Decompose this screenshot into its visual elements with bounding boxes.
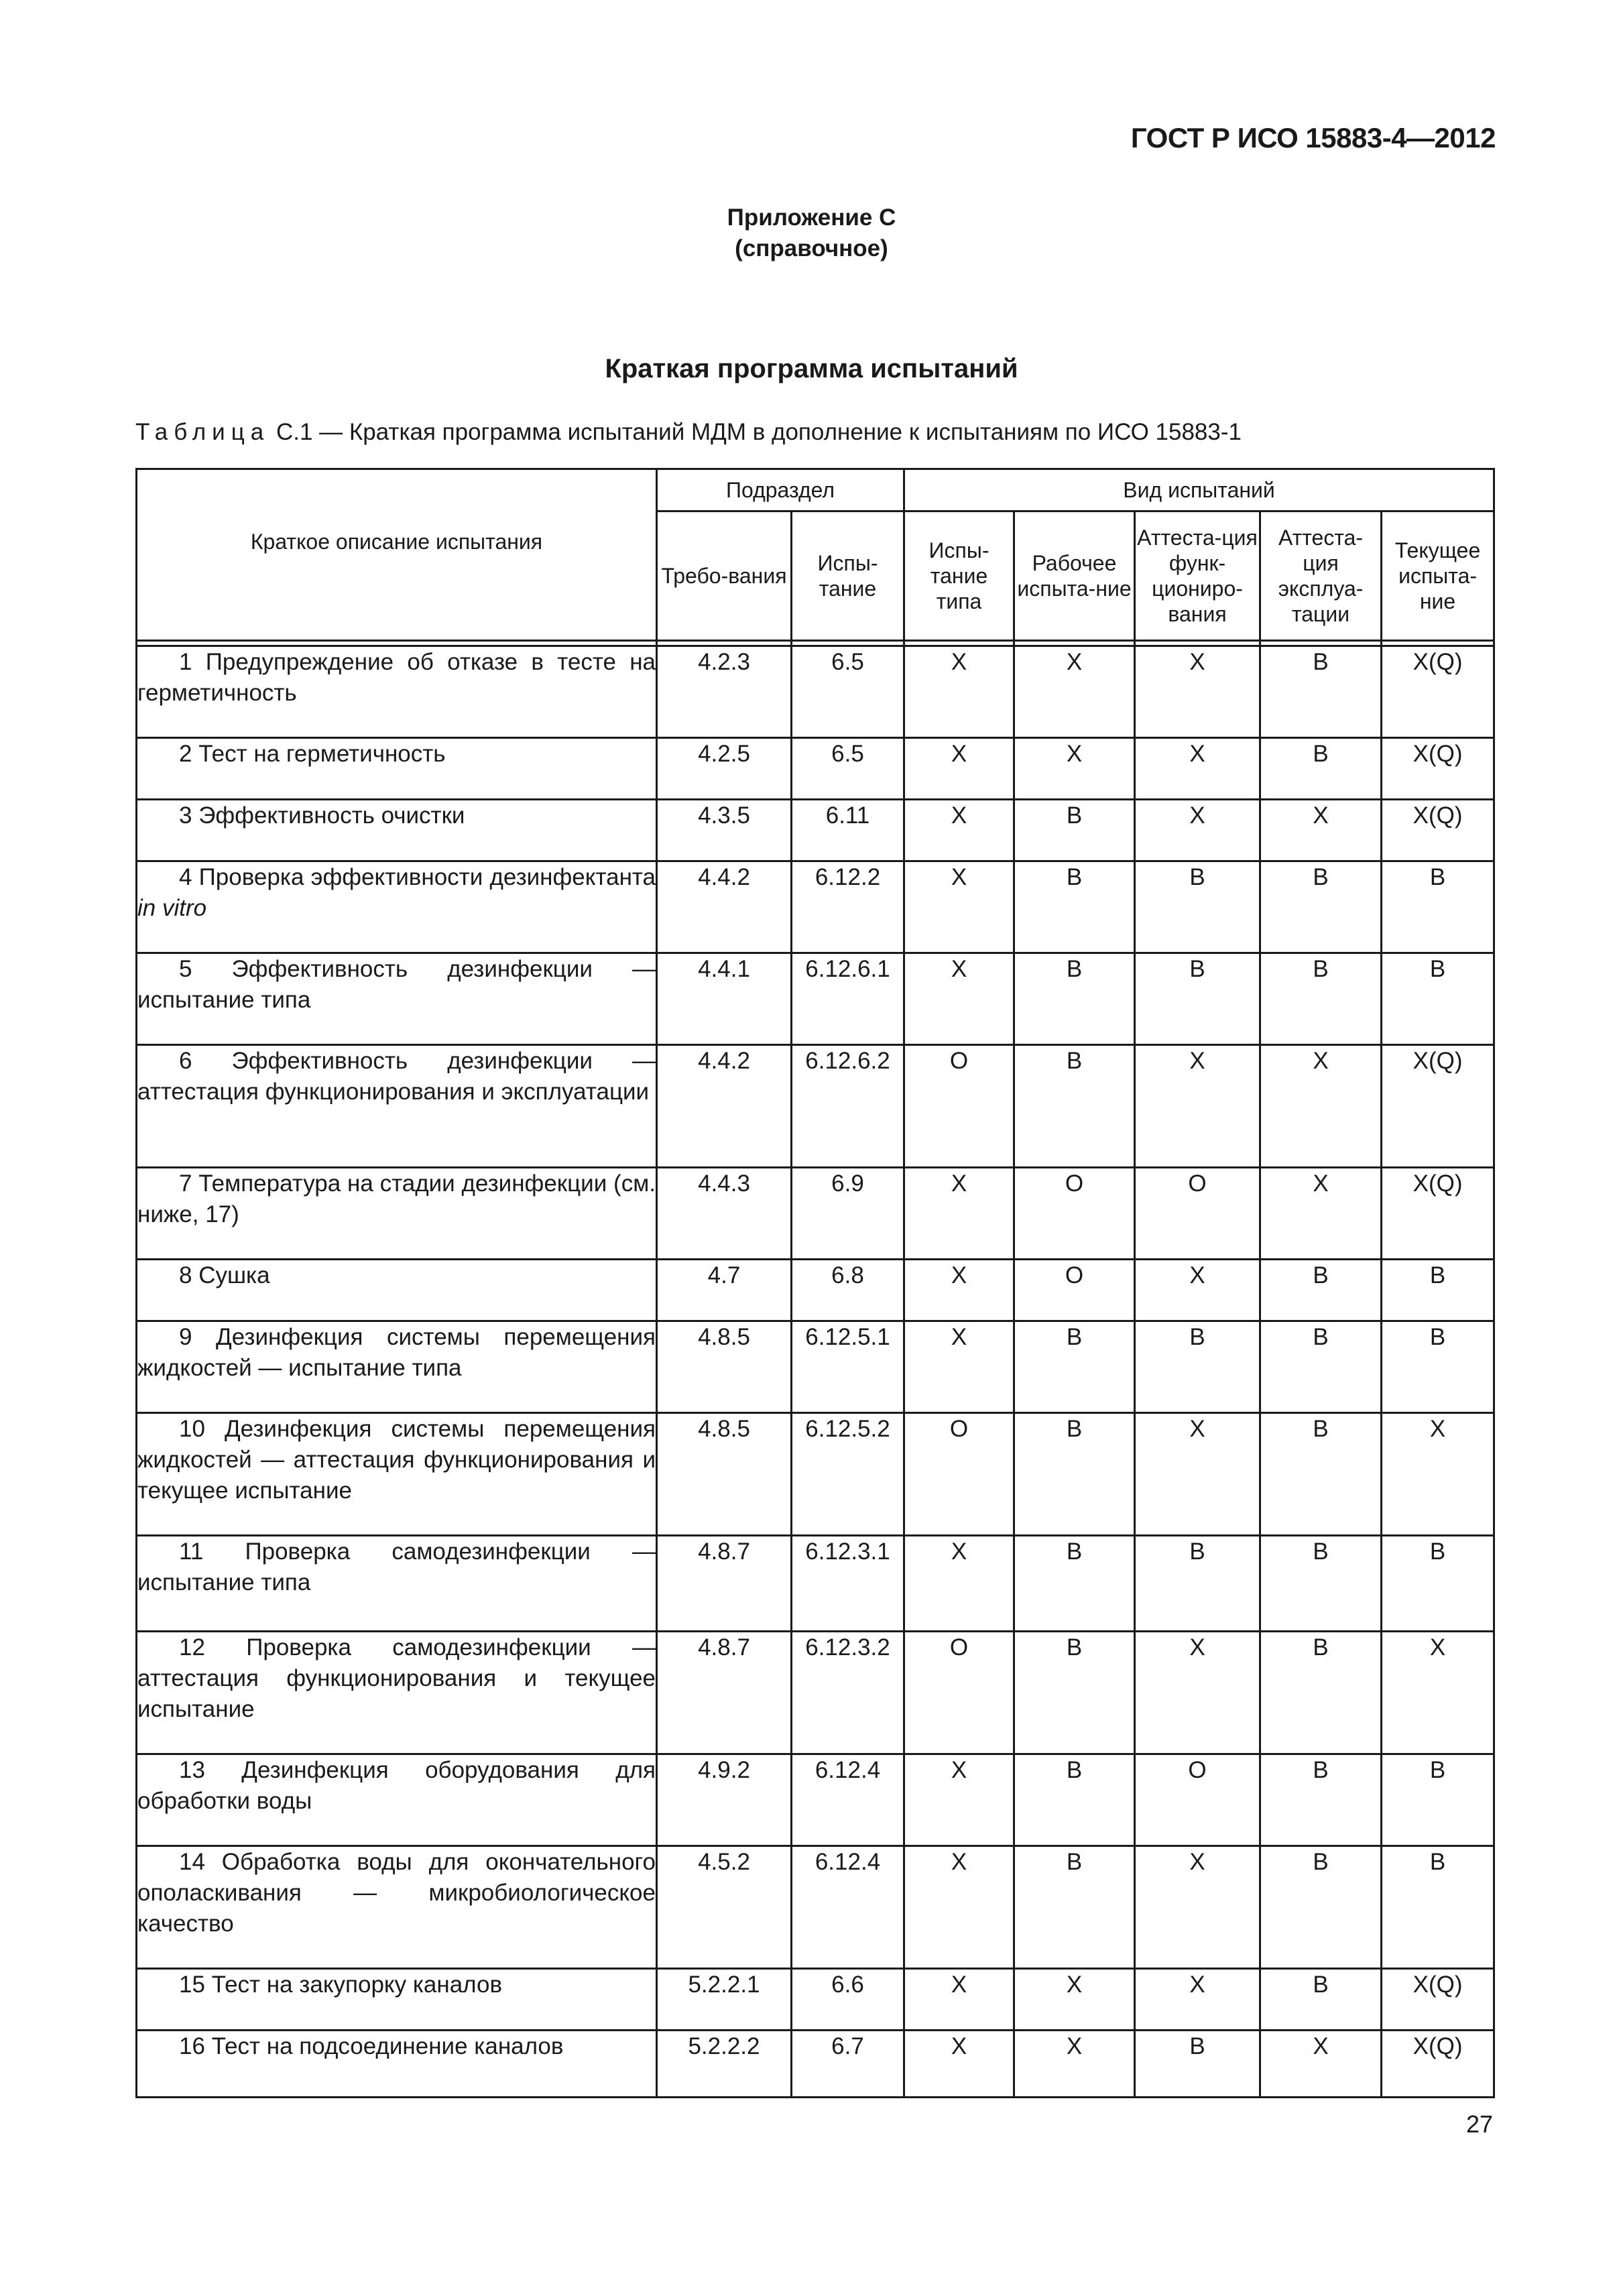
row-working-test: O (1014, 1260, 1135, 1321)
table-row (137, 1754, 1494, 1846)
row-requirements: 4.8.5 (657, 1413, 792, 1536)
row-description (137, 1321, 657, 1413)
table-caption-text: С.1 — Краткая программа испытаний МДМ в дополнение к испытаниям по ИСО 15883-1 (269, 419, 1242, 445)
row-description-text: 1 Предупреждение об отказе в тесте на герметичность (137, 649, 656, 706)
row-performance-qualification: B (1260, 1260, 1382, 1321)
row-performance-qualification: B (1260, 861, 1382, 953)
row-requirements: 5.2.2.1 (657, 1969, 792, 2031)
row-description-text: 3 Эффективность очистки (179, 802, 465, 829)
row-performance-qualification: B (1260, 1536, 1382, 1632)
row-requirements: 4.4.2 (657, 1045, 792, 1168)
row-description-text: 7 Температура на стадии дезинфекции (см. ниже, 17) (137, 1170, 656, 1227)
row-working-test: B (1014, 1846, 1135, 1969)
header-operational-qualification: Аттеста-ция функ-циониро-вания (1135, 511, 1260, 641)
table-row (137, 953, 1494, 1045)
header-separator (137, 641, 1494, 646)
row-working-test: B (1014, 800, 1135, 861)
row-requirements: 4.4.3 (657, 1168, 792, 1260)
row-type-test: X (904, 1536, 1014, 1632)
row-operational-qualification: X (1135, 646, 1260, 738)
table-row (137, 646, 1494, 738)
row-description (137, 1536, 657, 1632)
row-routine-test: X(Q) (1382, 1969, 1494, 2031)
row-type-test: X (904, 800, 1014, 861)
table-row (137, 800, 1494, 861)
row-description (137, 1045, 657, 1168)
row-description (137, 861, 657, 953)
row-description-text: 4 Проверка эффективности дезинфектанта in vitro (137, 864, 656, 921)
row-description-text: 9 Дезинфекция системы перемещения жидкостей — испытание типа (137, 1324, 656, 1381)
row-type-test: X (904, 1168, 1014, 1260)
row-requirements: 5.2.2.2 (657, 2031, 792, 2098)
row-test: 6.12.2 (792, 861, 904, 953)
table-row (137, 1168, 1494, 1260)
row-requirements: 4.2.3 (657, 646, 792, 738)
row-description-text: 2 Тест на герметичность (179, 741, 446, 767)
test-program-table (135, 468, 1495, 2098)
row-performance-qualification: B (1260, 953, 1382, 1045)
row-description-text: 12 Проверка самодезинфекции — аттестация функционирования и текущее испытание (137, 1634, 656, 1722)
row-operational-qualification: B (1135, 953, 1260, 1045)
row-test: 6.6 (792, 1969, 904, 2031)
row-description-text: 5 Эффективность дезинфекции — испытание типа (137, 956, 656, 1013)
row-performance-qualification: B (1260, 1846, 1382, 1969)
row-type-test: X (904, 646, 1014, 738)
row-working-test: B (1014, 1754, 1135, 1846)
header-requirements: Требо-вания (657, 511, 792, 641)
row-test: 6.12.6.1 (792, 953, 904, 1045)
header-test: Испы-тание (792, 511, 904, 641)
row-type-test: X (904, 861, 1014, 953)
appendix-heading (0, 202, 1623, 264)
row-operational-qualification: X (1135, 1045, 1260, 1168)
row-performance-qualification: B (1260, 1413, 1382, 1536)
row-type-test: X (904, 1846, 1014, 1969)
row-test: 6.8 (792, 1260, 904, 1321)
row-test: 6.11 (792, 800, 904, 861)
header-working-test: Рабочее испыта-ние (1014, 511, 1135, 641)
table-row (137, 1969, 1494, 2031)
row-performance-qualification: B (1260, 1754, 1382, 1846)
row-performance-qualification: B (1260, 1632, 1382, 1754)
row-test: 6.5 (792, 646, 904, 738)
row-test: 6.7 (792, 2031, 904, 2098)
row-operational-qualification: B (1135, 1536, 1260, 1632)
row-type-test: X (904, 1969, 1014, 2031)
row-working-test: X (1014, 738, 1135, 800)
row-operational-qualification: B (1135, 861, 1260, 953)
row-operational-qualification: O (1135, 1754, 1260, 1846)
row-routine-test: X(Q) (1382, 800, 1494, 861)
row-test: 6.12.4 (792, 1846, 904, 1969)
row-performance-qualification: X (1260, 800, 1382, 861)
row-routine-test: B (1382, 953, 1494, 1045)
row-working-test: B (1014, 953, 1135, 1045)
table-row (137, 1536, 1494, 1632)
row-description (137, 800, 657, 861)
row-test: 6.12.4 (792, 1754, 904, 1846)
row-requirements: 4.7 (657, 1260, 792, 1321)
table-row (137, 1632, 1494, 1754)
row-description (137, 953, 657, 1045)
row-description (137, 1168, 657, 1260)
row-routine-test: X(Q) (1382, 646, 1494, 738)
row-requirements: 4.8.7 (657, 1632, 792, 1754)
row-routine-test: B (1382, 1754, 1494, 1846)
row-type-test: X (904, 2031, 1014, 2098)
row-operational-qualification: X (1135, 1969, 1260, 2031)
row-operational-qualification: X (1135, 1846, 1260, 1969)
table-caption (135, 419, 1242, 446)
row-type-test: O (904, 1045, 1014, 1168)
row-routine-test: B (1382, 1536, 1494, 1632)
header-subsection: Подраздел (657, 469, 904, 511)
row-type-test: X (904, 738, 1014, 800)
row-requirements: 4.4.2 (657, 861, 792, 953)
row-working-test: B (1014, 861, 1135, 953)
row-operational-qualification: X (1135, 738, 1260, 800)
row-working-test: X (1014, 646, 1135, 738)
row-description (137, 1260, 657, 1321)
row-description (137, 1846, 657, 1969)
row-routine-test: X (1382, 1632, 1494, 1754)
row-performance-qualification: X (1260, 2031, 1382, 2098)
row-requirements: 4.2.5 (657, 738, 792, 800)
row-requirements: 4.5.2 (657, 1846, 792, 1969)
section-title: Краткая программа испытаний (605, 354, 1018, 383)
row-routine-test: X(Q) (1382, 1168, 1494, 1260)
header-test-type: Вид испытаний (904, 469, 1494, 511)
row-description-text: 6 Эффективность дезинфекции — аттестация функционирования и эксплуатации (137, 1048, 656, 1105)
row-description (137, 1969, 657, 2031)
row-operational-qualification: X (1135, 1413, 1260, 1536)
table-row (137, 1413, 1494, 1536)
table-row (137, 1846, 1494, 1969)
row-requirements: 4.8.5 (657, 1321, 792, 1413)
table-row (137, 2031, 1494, 2098)
header-type-test: Испы-тание типа (904, 511, 1014, 641)
row-type-test: O (904, 1413, 1014, 1536)
row-test: 6.9 (792, 1168, 904, 1260)
header-description: Краткое описание испытания (137, 469, 657, 641)
row-performance-qualification: B (1260, 1969, 1382, 2031)
row-requirements: 4.3.5 (657, 800, 792, 861)
row-description (137, 1413, 657, 1536)
row-operational-qualification: X (1135, 1632, 1260, 1754)
row-working-test: B (1014, 1045, 1135, 1168)
row-description-text: 11 Проверка самодезинфекции — испытание типа (137, 1538, 656, 1595)
row-description-text: 13 Дезинфекция оборудования для обработки воды (137, 1757, 656, 1814)
row-test: 6.12.3.1 (792, 1536, 904, 1632)
row-working-test: X (1014, 2031, 1135, 2098)
row-routine-test: X(Q) (1382, 1045, 1494, 1168)
row-routine-test: X(Q) (1382, 738, 1494, 800)
row-type-test: X (904, 953, 1014, 1045)
row-routine-test: B (1382, 1321, 1494, 1413)
row-working-test: B (1014, 1413, 1135, 1536)
page-number: 27 (1465, 2110, 1493, 2138)
row-type-test: O (904, 1632, 1014, 1754)
row-routine-test: B (1382, 1846, 1494, 1969)
row-performance-qualification: B (1260, 646, 1382, 738)
row-type-test: X (904, 1321, 1014, 1413)
row-requirements: 4.8.7 (657, 1536, 792, 1632)
row-operational-qualification: X (1135, 800, 1260, 861)
row-routine-test: B (1382, 861, 1494, 953)
row-test: 6.12.5.1 (792, 1321, 904, 1413)
row-operational-qualification: O (1135, 1168, 1260, 1260)
row-performance-qualification: X (1260, 1045, 1382, 1168)
appendix-note: (справочное) (735, 235, 888, 261)
row-performance-qualification: B (1260, 1321, 1382, 1413)
row-test: 6.5 (792, 738, 904, 800)
row-description-text: 14 Обработка воды для окончательного ополаскивания — микробиологическое качество (137, 1849, 656, 1937)
row-test: 6.12.5.2 (792, 1413, 904, 1536)
row-requirements: 4.4.1 (657, 953, 792, 1045)
row-description (137, 1754, 657, 1846)
row-type-test: X (904, 1260, 1014, 1321)
table-row (137, 1260, 1494, 1321)
row-performance-qualification: X (1260, 1168, 1382, 1260)
row-test: 6.12.6.2 (792, 1045, 904, 1168)
row-type-test: X (904, 1754, 1014, 1846)
row-performance-qualification: B (1260, 738, 1382, 800)
row-requirements: 4.9.2 (657, 1754, 792, 1846)
row-description-text: 15 Тест на закупорку каналов (179, 1972, 503, 1998)
row-test: 6.12.3.2 (792, 1632, 904, 1754)
row-description-text: 10 Дезинфекция системы перемещения жидкостей — аттестация функционирования и текущее испытание (137, 1416, 656, 1504)
table-caption-label: Таблица (135, 419, 270, 445)
row-description-text: 16 Тест на подсоединение каналов (179, 2033, 564, 2059)
table-row (137, 1321, 1494, 1413)
table-row (137, 1045, 1494, 1168)
table-row (137, 738, 1494, 800)
row-description-text: 8 Сушка (179, 1262, 270, 1288)
row-working-test: B (1014, 1632, 1135, 1754)
row-working-test: B (1014, 1536, 1135, 1632)
row-working-test: O (1014, 1168, 1135, 1260)
row-description (137, 2031, 657, 2098)
row-operational-qualification: B (1135, 1321, 1260, 1413)
table-body (137, 646, 1494, 2098)
header-routine-test: Текущее испыта-ние (1382, 511, 1494, 641)
row-working-test: X (1014, 1969, 1135, 2031)
row-description (137, 1632, 657, 1754)
header-performance-qualification: Аттеста-ция эксплуа-тации (1260, 511, 1382, 641)
row-operational-qualification: B (1135, 2031, 1260, 2098)
row-description (137, 646, 657, 738)
row-working-test: B (1014, 1321, 1135, 1413)
row-routine-test: B (1382, 1260, 1494, 1321)
row-routine-test: X (1382, 1413, 1494, 1536)
row-operational-qualification: X (1135, 1260, 1260, 1321)
appendix-title: Приложение С (727, 204, 896, 231)
row-description (137, 738, 657, 800)
document-code: ГОСТ Р ИСО 15883-4—2012 (1130, 122, 1496, 154)
row-routine-test: X(Q) (1382, 2031, 1494, 2098)
table-row (137, 861, 1494, 953)
